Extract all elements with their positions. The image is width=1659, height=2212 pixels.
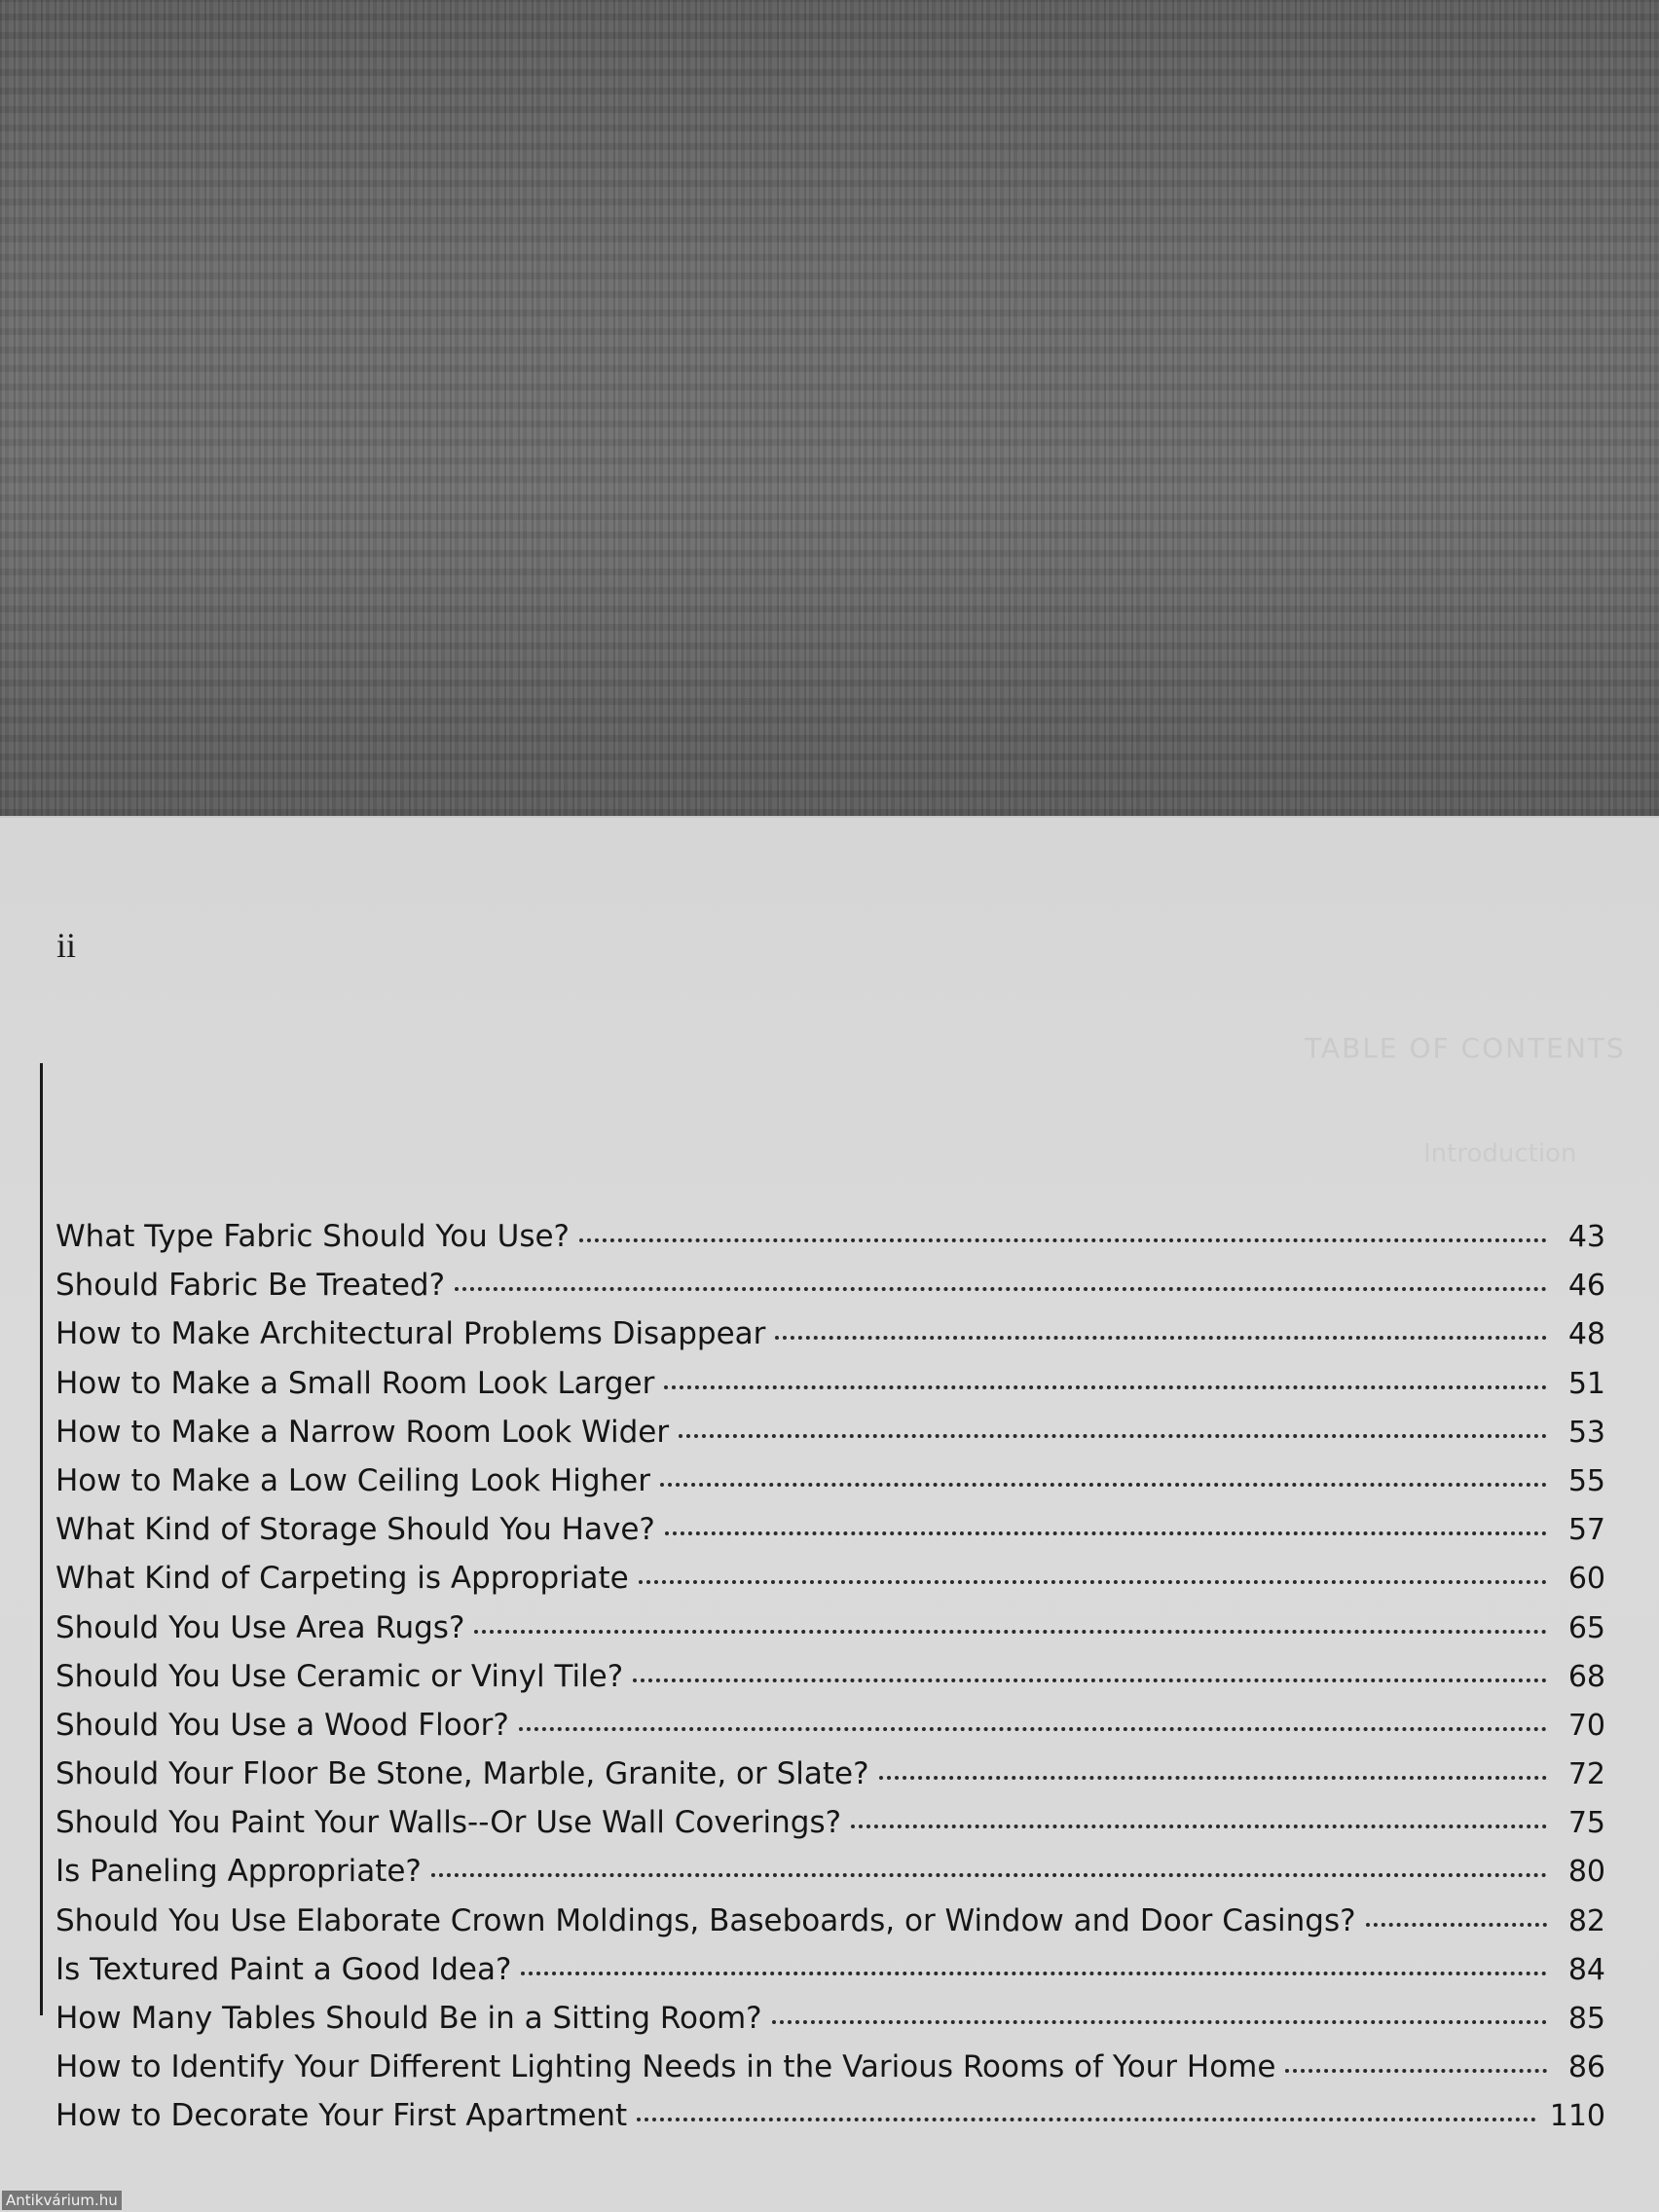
toc-entry [55, 2098, 1605, 2147]
toc-entry-page: 51 [1567, 1366, 1605, 1401]
toc-entry-page: 72 [1567, 1757, 1605, 1792]
toc-entry-page: 60 [1567, 1562, 1605, 1597]
toc-dot-leader [639, 1580, 1547, 1584]
toc-entry-page: 84 [1567, 1952, 1605, 1987]
show-through-heading: TABLE OF CONTENTS [1305, 1032, 1626, 1064]
toc-entry-page: 68 [1567, 1659, 1605, 1694]
toc-dot-leader [660, 1483, 1547, 1487]
page-number: ii [56, 926, 77, 965]
toc-entry-title: Should You Paint Your Walls--Or Use Wall Coverings? [55, 1805, 842, 1841]
toc-dot-leader [879, 1776, 1547, 1780]
toc-entry-title: How to Make a Small Room Look Larger [55, 1365, 655, 1401]
toc-entry [55, 1805, 1605, 1854]
toc-entry-title: Should You Use Elaborate Crown Moldings, Baseboards, or Window and Door Casings? [55, 1902, 1356, 1938]
toc-entry [55, 1708, 1605, 1756]
toc-entry-title: How to Make a Low Ceiling Look Higher [55, 1462, 650, 1498]
toc-dot-leader [664, 1385, 1547, 1389]
toc-entry [55, 1952, 1605, 2001]
toc-entry-title: Should You Use a Wood Floor? [55, 1707, 509, 1743]
toc-dot-leader [519, 1727, 1547, 1731]
toc-entry-page: 82 [1567, 1903, 1605, 1938]
watermark: Antikvárium.hu [2, 2191, 122, 2210]
toc-entry [55, 1659, 1605, 1708]
toc-entry [55, 1512, 1605, 1561]
toc-entry [55, 1854, 1605, 1902]
toc-entry [55, 1415, 1605, 1463]
margin-rule [40, 1063, 43, 2015]
toc-entry-page: 65 [1567, 1610, 1605, 1645]
toc-dot-leader [455, 1287, 1547, 1291]
toc-entry-title: Is Paneling Appropriate? [55, 1854, 422, 1890]
toc-entry [55, 1316, 1605, 1365]
toc-entry [55, 1756, 1605, 1805]
toc-entry [55, 1463, 1605, 1512]
toc-dot-leader [679, 1434, 1547, 1438]
toc-entry-page: 46 [1567, 1269, 1605, 1304]
toc-entry-page: 57 [1567, 1513, 1605, 1548]
toc-entry-title: How to Identify Your Different Lighting Needs in the Various Rooms of Your Home [55, 2049, 1276, 2085]
toc-entry-page: 53 [1567, 1415, 1605, 1450]
toc-entry-title: Should You Use Ceramic or Vinyl Tile? [55, 1658, 624, 1694]
toc-dot-leader [633, 1678, 1547, 1682]
toc-entry-title: What Type Fabric Should You Use? [55, 1219, 571, 1254]
toc-entry [55, 1366, 1605, 1415]
toc-dot-leader [665, 1531, 1547, 1535]
toc-dot-leader [637, 2118, 1536, 2121]
toc-entry-page: 70 [1567, 1708, 1605, 1743]
toc-dot-leader [851, 1825, 1547, 1828]
toc-entry [55, 2049, 1605, 2098]
toc-entry-title: How to Make a Narrow Room Look Wider [55, 1414, 670, 1450]
toc-entry-page: 43 [1567, 1220, 1605, 1254]
show-through-subheading: Introduction [1423, 1139, 1577, 1168]
toc-entry-page: 75 [1567, 1806, 1605, 1841]
toc-dot-leader [1366, 1923, 1547, 1927]
toc-entry-title: Should Your Floor Be Stone, Marble, Granite, or Slate? [55, 1756, 869, 1792]
toc-entry-title: Should Fabric Be Treated? [55, 1268, 446, 1304]
book-page [0, 816, 1659, 2212]
toc-entry [55, 1219, 1605, 1268]
toc-entry-title: What Kind of Carpeting is Appropriate [55, 1561, 629, 1597]
toc-entry-title: How Many Tables Should Be in a Sitting Room? [55, 2001, 762, 2036]
toc-entry-title: How to Make Architectural Problems Disappear [55, 1316, 766, 1352]
toc-entry [55, 2001, 1605, 2049]
toc-entry-page: 80 [1567, 1855, 1605, 1890]
toc-entry-page: 110 [1549, 2099, 1605, 2134]
toc-entry-page: 48 [1567, 1317, 1605, 1352]
toc-dot-leader [521, 1972, 1547, 1975]
toc-dot-leader [1285, 2069, 1547, 2073]
toc-entry-title: What Kind of Storage Should You Have? [55, 1512, 655, 1548]
toc-entry-title: Is Textured Paint a Good Idea? [55, 1951, 512, 1987]
toc-entry [55, 1561, 1605, 1609]
toc-entry [55, 1610, 1605, 1659]
table-of-contents [55, 1219, 1605, 2148]
toc-dot-leader [772, 2020, 1547, 2024]
toc-entry-title: Should You Use Area Rugs? [55, 1609, 465, 1645]
toc-entry [55, 1903, 1605, 1952]
toc-entry [55, 1268, 1605, 1316]
toc-dot-leader [579, 1238, 1547, 1242]
toc-entry-page: 85 [1567, 2002, 1605, 2036]
toc-entry-title: How to Decorate Your First Apartment [55, 2098, 628, 2134]
toc-dot-leader [775, 1336, 1547, 1340]
background-surface [0, 0, 1659, 816]
toc-entry-page: 55 [1567, 1463, 1605, 1498]
toc-entry-page: 86 [1567, 2050, 1605, 2085]
toc-dot-leader [474, 1630, 1547, 1634]
toc-dot-leader [431, 1873, 1547, 1877]
